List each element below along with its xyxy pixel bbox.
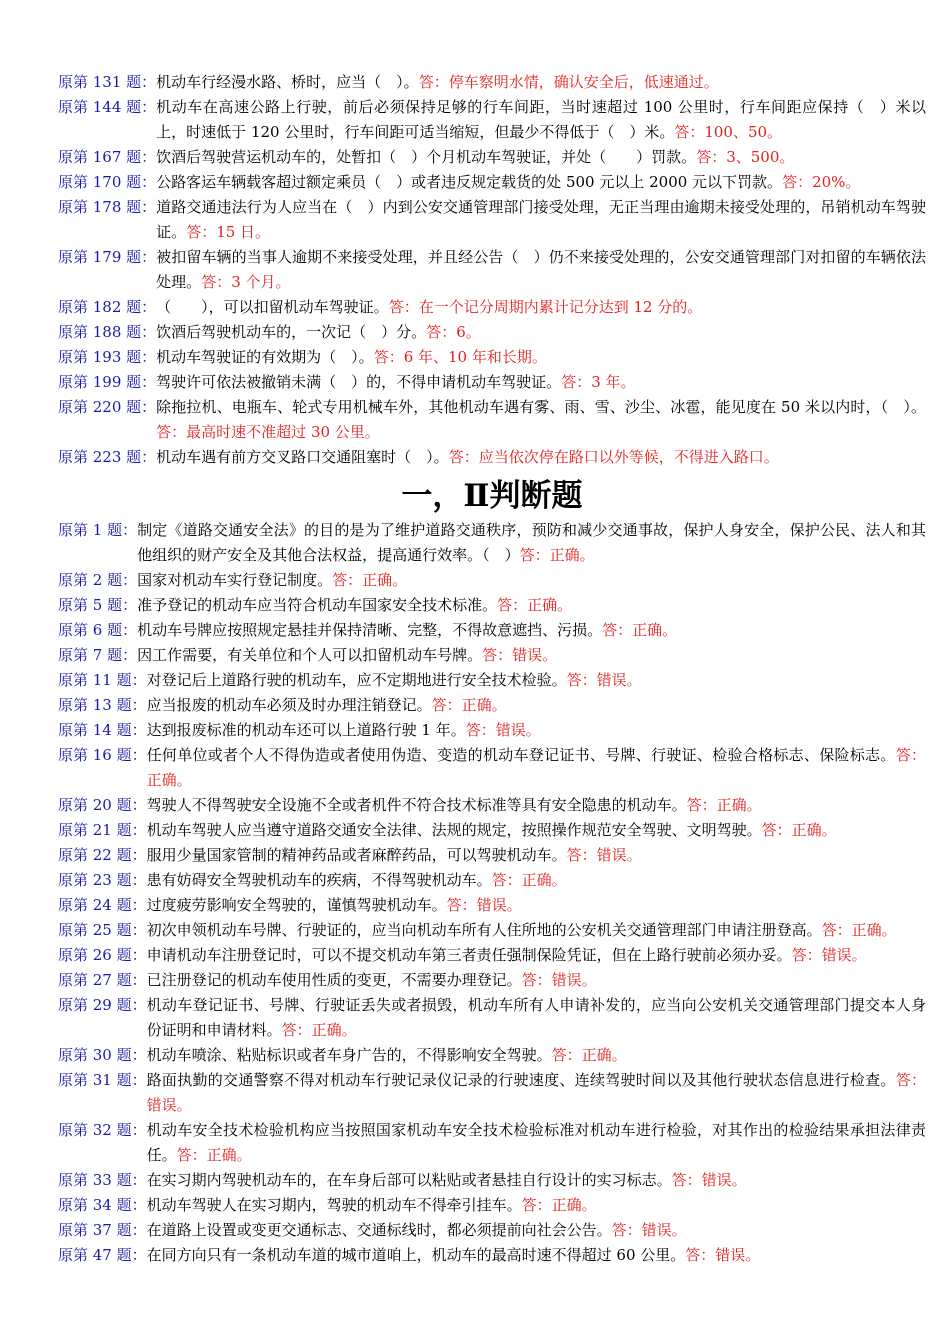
question-number: 原第 131 题： bbox=[58, 73, 157, 91]
answer-text: 答：错误。 bbox=[482, 646, 558, 664]
question-number: 原第 37 题： bbox=[58, 1221, 147, 1239]
answer-text: 答：正确。 bbox=[551, 1046, 627, 1064]
question-number: 原第 29 题： bbox=[58, 996, 147, 1014]
question-text: 被扣留车辆的当事人逾期不来接受处理，并且经公告（ ）仍不来接受处理的，公安交通管理部门对扣留的车辆依法处理。 bbox=[156, 248, 926, 291]
question-body bbox=[147, 893, 926, 918]
answer-text: 答：错误。 bbox=[685, 1246, 761, 1264]
question-text: 申请机动车注册登记时，可以不提交机动车第三者责任强制保险凭证，但在上路行驶前必须办妥。 bbox=[146, 946, 792, 964]
question-item bbox=[58, 70, 926, 95]
question-item bbox=[58, 145, 926, 170]
true-false-section bbox=[58, 518, 926, 1268]
question-number: 原第 7 题： bbox=[58, 646, 138, 664]
question-text: 饮酒后驾驶营运机动车的，处暂扣（ ）个月机动车驾驶证，并处（ ）罚款。 bbox=[156, 148, 697, 166]
question-body bbox=[137, 568, 926, 593]
question-number: 原第 188 题： bbox=[58, 323, 157, 341]
question-body bbox=[156, 170, 926, 195]
question-item bbox=[58, 370, 926, 395]
question-item bbox=[58, 1218, 926, 1243]
question-text: 机动车驾驶人在实习期内，驾驶的机动车不得牵引挂车。 bbox=[146, 1196, 522, 1214]
question-text: 公路客运车辆载客超过额定乘员（ ）或者违反规定载货的处 500 元以上 2000 元以下罚款。 bbox=[156, 173, 783, 191]
question-body bbox=[147, 843, 926, 868]
answer-text: 答：正确。 bbox=[332, 571, 408, 589]
question-number: 原第 13 题： bbox=[58, 696, 147, 714]
question-text: 驾驶许可依法被撤销未满（ ）的，不得申请机动车驾驶证。 bbox=[156, 373, 562, 391]
question-number: 原第 31 题： bbox=[58, 1071, 147, 1089]
question-body bbox=[137, 593, 926, 618]
question-item bbox=[58, 1068, 926, 1118]
question-body bbox=[156, 445, 926, 470]
answer-text: 答：错误。 bbox=[465, 721, 541, 739]
question-body bbox=[147, 693, 926, 718]
answer-text: 答：错误。 bbox=[566, 671, 642, 689]
question-text: 机动车遇有前方交叉路口交通阻塞时（ ）。 bbox=[156, 448, 449, 466]
question-item bbox=[58, 818, 926, 843]
question-number: 原第 32 题： bbox=[58, 1121, 147, 1139]
question-text: 准予登记的机动车应当符合机动车国家安全技术标准。 bbox=[137, 596, 498, 614]
question-text: （ ），可以扣留机动车驾驶证。 bbox=[156, 298, 389, 316]
question-body bbox=[147, 1043, 926, 1068]
question-text: 路面执勤的交通警察不得对机动车行驶记录仪记录的行驶速度、连续驾驶时间以及其他行驶状态信息进行检查。 bbox=[146, 1071, 896, 1089]
question-number: 原第 199 题： bbox=[58, 373, 157, 391]
question-item bbox=[58, 320, 926, 345]
answer-text: 答：3 个月。 bbox=[201, 273, 291, 291]
question-item bbox=[58, 195, 926, 245]
answer-text: 答：错误。 bbox=[566, 846, 642, 864]
question-item bbox=[58, 718, 926, 743]
question-body bbox=[147, 718, 926, 743]
answer-text: 答：在一个记分周期内累计记分达到 12 分的。 bbox=[388, 298, 703, 316]
question-number: 原第 11 题： bbox=[58, 671, 147, 689]
question-item bbox=[58, 793, 926, 818]
question-body bbox=[147, 743, 926, 793]
question-body bbox=[156, 70, 926, 95]
question-number: 原第 23 题： bbox=[58, 871, 147, 889]
answer-text: 答：正确。 bbox=[176, 1146, 252, 1164]
question-body bbox=[156, 370, 926, 395]
question-body bbox=[147, 793, 926, 818]
question-item bbox=[58, 918, 926, 943]
question-text: 机动车在高速公路上行驶，前后必须保持足够的行车间距，当时速超过 100 公里时，行车间距应保持（ ）米以上，时速低于 120 公里时，行车间距可适当缩短，但最少不得低于（ ）米。 bbox=[156, 98, 926, 141]
question-text: 机动车安全技术检验机构应当按照国家机动车安全技术检验标准对机动车进行检验，对其作出的检验结果承担法律责任。 bbox=[146, 1121, 926, 1164]
answer-text: 答：错误。 bbox=[446, 896, 522, 914]
question-item bbox=[58, 1118, 926, 1168]
question-text: 除拖拉机、电瓶车、轮式专用机械车外，其他机动车遇有雾、雨、雪、沙尘、冰雹，能见度在 50 米以内时，（ ）。 bbox=[156, 398, 926, 416]
answer-text: 答：6 年、10 年和长期。 bbox=[373, 348, 547, 366]
answer-text: 答：100、50。 bbox=[674, 123, 783, 141]
answer-text: 答：停车察明水情，确认安全后，低速通过。 bbox=[418, 73, 719, 91]
question-number: 原第 14 题： bbox=[58, 721, 147, 739]
question-item bbox=[58, 693, 926, 718]
question-body bbox=[147, 1168, 926, 1193]
question-number: 原第 170 题： bbox=[58, 173, 157, 191]
answer-text: 答：3、500。 bbox=[696, 148, 795, 166]
question-item bbox=[58, 943, 926, 968]
question-text: 道路交通违法行为人应当在（ ）内到公安交通管理部门接受处理，无正当理由逾期未接受处理的，吊销机动车驾驶证。 bbox=[156, 198, 926, 241]
question-item bbox=[58, 593, 926, 618]
question-item bbox=[58, 643, 926, 668]
answer-text: 答：3 年。 bbox=[561, 373, 636, 391]
question-text: 在实习期内驾驶机动车的，在车身后部可以粘贴或者悬挂自行设计的实习标志。 bbox=[146, 1171, 672, 1189]
question-item bbox=[58, 1193, 926, 1218]
question-text: 过度疲劳影响安全驾驶的，谨慎驾驶机动车。 bbox=[146, 896, 447, 914]
question-body bbox=[147, 993, 926, 1043]
question-number: 原第 182 题： bbox=[58, 298, 157, 316]
question-number: 原第 1 题： bbox=[58, 521, 138, 539]
answer-text: 答：错误。 bbox=[521, 971, 597, 989]
question-text: 机动车驾驶人应当遵守道路交通安全法律、法规的规定，按照操作规范安全驾驶、文明驾驶。 bbox=[146, 821, 762, 839]
question-text: 在道路上设置或变更交通标志、交通标线时，都必须提前向社会公告。 bbox=[146, 1221, 612, 1239]
question-body bbox=[147, 818, 926, 843]
question-body bbox=[147, 918, 926, 943]
question-body bbox=[156, 395, 926, 445]
question-body bbox=[137, 643, 926, 668]
question-body bbox=[156, 345, 926, 370]
answer-text: 答：6。 bbox=[426, 323, 481, 341]
question-item bbox=[58, 95, 926, 145]
question-body bbox=[156, 245, 926, 295]
answer-text: 答：错误。 bbox=[671, 1171, 747, 1189]
question-body bbox=[147, 668, 926, 693]
question-number: 原第 25 题： bbox=[58, 921, 147, 939]
question-text: 服用少量国家管制的精神药品或者麻醉药品，可以驾驶机动车。 bbox=[146, 846, 567, 864]
question-body bbox=[147, 943, 926, 968]
question-text: 对登记后上道路行驶的机动车，应不定期地进行安全技术检验。 bbox=[146, 671, 567, 689]
question-item bbox=[58, 170, 926, 195]
question-number: 原第 6 题： bbox=[58, 621, 138, 639]
question-item bbox=[58, 295, 926, 320]
question-number: 原第 167 题： bbox=[58, 148, 157, 166]
question-item bbox=[58, 993, 926, 1043]
question-number: 原第 178 题： bbox=[58, 198, 157, 216]
question-item bbox=[58, 868, 926, 893]
question-number: 原第 179 题： bbox=[58, 248, 157, 266]
answer-text: 答：应当依次停在路口以外等候，不得进入路口。 bbox=[448, 448, 779, 466]
question-item bbox=[58, 968, 926, 993]
question-item bbox=[58, 843, 926, 868]
question-item bbox=[58, 518, 926, 568]
question-text: 饮酒后驾驶机动车的，一次记（ ）分。 bbox=[156, 323, 427, 341]
question-text: 国家对机动车实行登记制度。 bbox=[137, 571, 333, 589]
answer-text: 答：正确。 bbox=[431, 696, 507, 714]
question-text: 达到报废标准的机动车还可以上道路行驶 1 年。 bbox=[146, 721, 466, 739]
answer-text: 答：正确。 bbox=[146, 746, 926, 789]
question-number: 原第 34 题： bbox=[58, 1196, 147, 1214]
answer-text: 答：正确。 bbox=[602, 621, 678, 639]
answer-text: 答：错误。 bbox=[146, 1071, 926, 1114]
document-page bbox=[58, 70, 926, 1268]
question-text: 机动车行经漫水路、桥时，应当（ ）。 bbox=[156, 73, 419, 91]
question-body bbox=[147, 1218, 926, 1243]
question-text: 患有妨碍安全驾驶机动车的疾病，不得驾驶机动车。 bbox=[146, 871, 492, 889]
question-item bbox=[58, 618, 926, 643]
question-number: 原第 33 题： bbox=[58, 1171, 147, 1189]
question-text: 机动车登记证书、号牌、行驶证丢失或者损毁，机动车所有人申请补发的，应当向公安机关交通管理部门提交本人身份证明和申请材料。 bbox=[146, 996, 926, 1039]
question-text: 在同方向只有一条机动车道的城市道咱上，机动车的最高时速不得超过 60 公里。 bbox=[146, 1246, 686, 1264]
question-text: 机动车喷涂、粘贴标识或者车身广告的，不得影响安全驾驶。 bbox=[146, 1046, 552, 1064]
question-body bbox=[147, 1193, 926, 1218]
question-body bbox=[156, 95, 926, 145]
answer-text: 答：15 日。 bbox=[186, 223, 271, 241]
question-number: 原第 21 题： bbox=[58, 821, 147, 839]
answer-text: 答：正确。 bbox=[281, 1021, 357, 1039]
question-item bbox=[58, 445, 926, 470]
question-item bbox=[58, 395, 926, 445]
question-body bbox=[147, 968, 926, 993]
question-number: 原第 22 题： bbox=[58, 846, 147, 864]
answer-text: 答：正确。 bbox=[761, 821, 837, 839]
answer-text: 答：正确。 bbox=[497, 596, 573, 614]
question-body bbox=[137, 618, 926, 643]
question-text: 初次申领机动车号牌、行驶证的，应当向机动车所有人住所地的公安机关交通管理部门申请注册登高。 bbox=[146, 921, 822, 939]
question-text: 因工作需要，有关单位和个人可以扣留机动车号牌。 bbox=[137, 646, 483, 664]
question-number: 原第 26 题： bbox=[58, 946, 147, 964]
question-text: 机动车号牌应按照规定悬挂并保持清晰、完整，不得故意遮挡、污损。 bbox=[137, 621, 603, 639]
question-number: 原第 20 题： bbox=[58, 796, 147, 814]
question-number: 原第 193 题： bbox=[58, 348, 157, 366]
question-text: 任何单位或者个人不得伪造或者使用伪造、变造的机动车登记证书、号牌、行驶证、检验合格标志、保险标志。 bbox=[146, 746, 896, 764]
question-body bbox=[147, 868, 926, 893]
question-item bbox=[58, 345, 926, 370]
question-number: 原第 27 题： bbox=[58, 971, 147, 989]
question-item bbox=[58, 245, 926, 295]
question-number: 原第 144 题： bbox=[58, 98, 157, 116]
question-item bbox=[58, 568, 926, 593]
question-item bbox=[58, 743, 926, 793]
question-body bbox=[156, 295, 926, 320]
question-body bbox=[156, 145, 926, 170]
answer-text: 答：错误。 bbox=[791, 946, 867, 964]
answer-text: 答：正确。 bbox=[821, 921, 897, 939]
question-number: 原第 30 题： bbox=[58, 1046, 147, 1064]
question-text: 制定《道路交通安全法》的目的是为了维护道路交通秩序，预防和减少交通事故，保护人身安全，保护公民、法人和其他组织的财产安全及其他合法权益，提高通行效率。（ ） bbox=[137, 521, 926, 564]
question-text: 应当报废的机动车必须及时办理注销登记。 bbox=[146, 696, 432, 714]
question-body bbox=[156, 320, 926, 345]
question-body bbox=[147, 1068, 926, 1118]
fill-in-section bbox=[58, 70, 926, 470]
question-item bbox=[58, 1043, 926, 1068]
answer-text: 答：错误。 bbox=[611, 1221, 687, 1239]
answer-text: 答：正确。 bbox=[491, 871, 567, 889]
question-number: 原第 2 题： bbox=[58, 571, 138, 589]
question-number: 原第 24 题： bbox=[58, 896, 147, 914]
answer-text: 答：20%。 bbox=[782, 173, 861, 191]
question-body bbox=[147, 1118, 926, 1168]
question-number: 原第 220 题： bbox=[58, 398, 157, 416]
question-item bbox=[58, 1243, 926, 1268]
section-heading: 一，Ⅱ判断题 bbox=[401, 478, 583, 514]
answer-text: 答：最高时速不准超过 30 公里。 bbox=[156, 423, 380, 441]
question-body bbox=[137, 518, 926, 568]
question-number: 原第 223 题： bbox=[58, 448, 157, 466]
question-text: 机动车驾驶证的有效期为（ ）。 bbox=[156, 348, 374, 366]
question-text: 驾驶人不得驾驶安全设施不全或者机件不符合技术标准等具有安全隐患的机动车。 bbox=[146, 796, 687, 814]
answer-text: 答：正确。 bbox=[686, 796, 762, 814]
question-text: 已注册登记的机动车使用性质的变更，不需要办理登记。 bbox=[146, 971, 522, 989]
answer-text: 答：正确。 bbox=[521, 1196, 597, 1214]
question-number: 原第 16 题： bbox=[58, 746, 147, 764]
question-item bbox=[58, 1168, 926, 1193]
question-item bbox=[58, 893, 926, 918]
question-body bbox=[147, 1243, 926, 1268]
question-item bbox=[58, 668, 926, 693]
question-number: 原第 5 题： bbox=[58, 596, 138, 614]
question-number: 原第 47 题： bbox=[58, 1246, 147, 1264]
answer-text: 答：正确。 bbox=[519, 546, 595, 564]
question-body bbox=[156, 195, 926, 245]
